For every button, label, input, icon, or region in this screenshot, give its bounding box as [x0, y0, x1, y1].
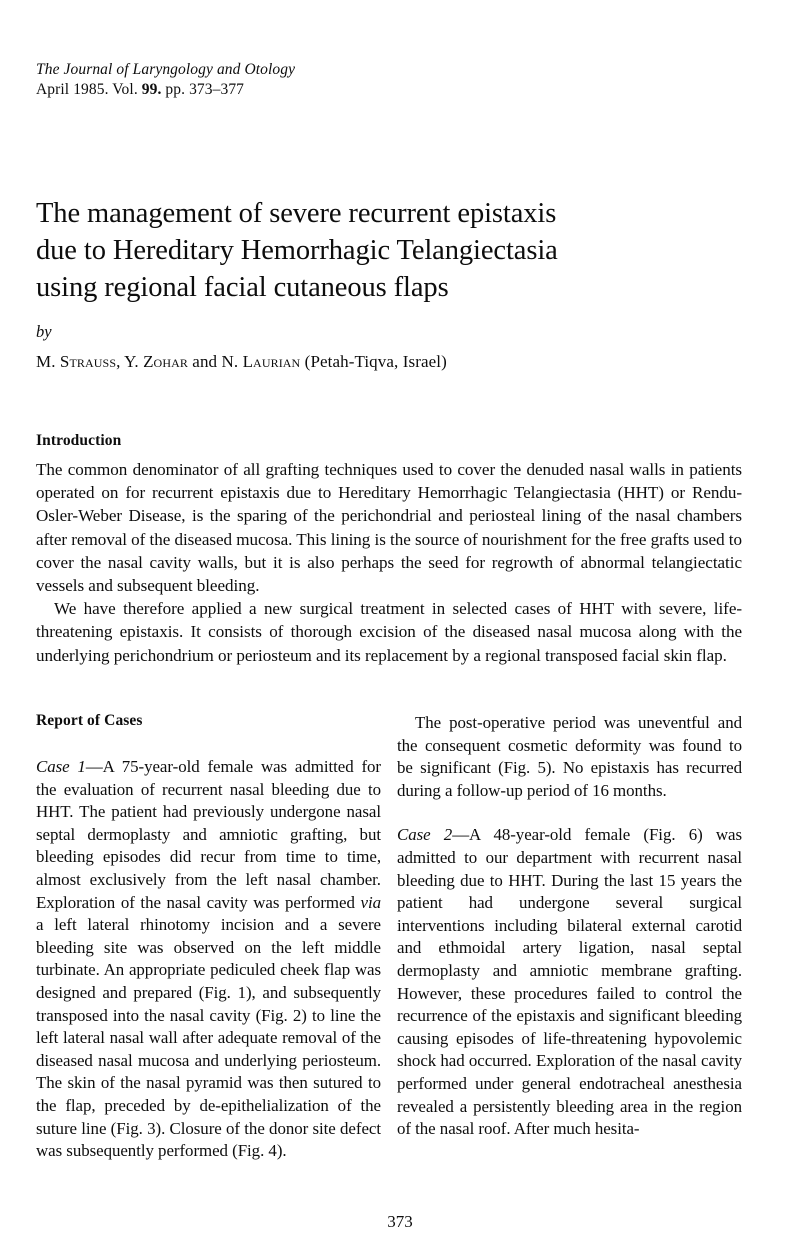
author-2-initial: Y. — [124, 352, 144, 371]
case-2-paragraph — [397, 824, 742, 1140]
issue-line — [36, 80, 636, 100]
author-1-initial: M. — [36, 352, 60, 371]
introduction-heading: Introduction — [36, 432, 122, 449]
running-head — [36, 60, 636, 100]
title-line-3: using regional facial cutaneous flaps — [36, 271, 449, 303]
title-line-2: due to Hereditary Hemorrhagic Telangiectasia — [36, 234, 558, 266]
author-affiliation: (Petah-Tiqva, Israel) — [300, 352, 447, 371]
case-2-dash: — — [452, 825, 470, 845]
case-1-continuation-paragraph: The post-operative period was uneventful and the consequent cosmetic deformity was found to be significant (Fig. 5). No epistaxis has recurred during a follow-up period of 16 months. — [397, 713, 742, 800]
column-left — [36, 712, 381, 1163]
issue-date: April 1985. Vol. — [36, 81, 142, 99]
page-number-folio: 373 — [387, 1212, 413, 1231]
page-range: pp. 373–377 — [161, 81, 245, 99]
volume-number: 99. — [141, 81, 162, 99]
author-separator-1: , — [116, 352, 125, 371]
page-title — [36, 196, 736, 306]
journal-name: The Journal of Laryngology and Otology — [36, 61, 296, 78]
introduction-paragraph-2: We have therefore applied a new surgical treatment in selected cases of HHT with severe, life-threatening epistaxis. It consists of thorough excision of the diseased nasal mucosa along with the underlying perichondrium or periosteum and its replacement by a regional transposed facial skin flap. — [36, 599, 742, 665]
case-1-text-part-2: a left lateral rhinotomy incision and a severe bleeding site was observed on the left middle turbinate. An appropriate pediculed cheek flap was designed and prepared (Fig. 1), and subsequently transposed into the nasal cavity (Fig. 2) to line the left lateral nasal wall after adequate removal of the diseased nasal mucosa and underlying periosteum. The skin of the nasal pyramid was then sutured to the flap, preceded by de-epithelialization of the suture line (Fig. 3). Closure of the donor site defect was subsequently performed (Fig. 4). — [36, 915, 381, 1161]
report-of-cases-heading: Report of Cases — [36, 712, 143, 729]
author-separator-2: and — [187, 352, 222, 371]
byline-authors — [36, 352, 447, 372]
author-3-surname: Laurian — [242, 352, 301, 371]
case-1-label: Case 1 — [36, 757, 86, 776]
title-line-1: The management of severe recurrent epistaxis — [36, 198, 557, 229]
introduction-body — [36, 458, 742, 667]
case-2-label: Case 2 — [397, 825, 453, 845]
author-3-initial: N. — [221, 352, 243, 371]
case-1-dash: — — [85, 757, 103, 776]
introduction-paragraph-1: The common denominator of all grafting techniques used to cover the denuded nasal walls in patients operated on for recurrent epistaxis due to Hereditary Hemorrhagic Telangiectasia (HHT) or Rendu-Osler-Weber Disease, is the sparing of the perichondrial and periosteal lining of the nasal chambers after removal of the diseased mucosa. This lining is the source of nourishment for the free grafts used to cover the nasal cavity walls, but it is also perhaps the seed for regrowth of abnormal telangiectatic vessels and subsequent bleeding. — [36, 460, 742, 595]
two-column-body — [36, 712, 742, 1212]
case-1-text-part-1: A 75-year-old female was admitted for the evaluation of recurrent nasal bleeding due to HHT. The patient had previously undergone nasal septal dermoplasty and amniotic grafting, but bleeding episodes did recur from time to time, almost exclusively from the left nasal chamber. Exploration of the nasal cavity was performed — [36, 757, 381, 912]
author-1-surname: Strauss — [59, 352, 117, 371]
byline-by-label: by — [36, 322, 52, 341]
case-1-paragraph — [36, 756, 381, 1163]
author-2-surname: Zohar — [143, 352, 188, 371]
case-1-via-italic: via — [360, 892, 381, 912]
column-right — [397, 712, 742, 1141]
title-block — [36, 196, 736, 306]
case-2-text: A 48-year-old female (Fig. 6) was admitted to our department with recurrent nasal bleeding due to HHT. During the last 15 years the patient had undergone several surgical interventions including bilateral external carotid and ethmoidal artery ligation, nasal septal dermoplasty and amniotic membrane grafting. However, these procedures failed to control the recurrence of the epistaxis and significant bleeding causing episodes of life-threatening hypovolemic shock had occurred. Exploration of the nasal cavity performed under general endotracheal anesthesia revealed a persistently bleeding area in the region of the nasal roof. After much hesita- — [397, 825, 743, 1139]
